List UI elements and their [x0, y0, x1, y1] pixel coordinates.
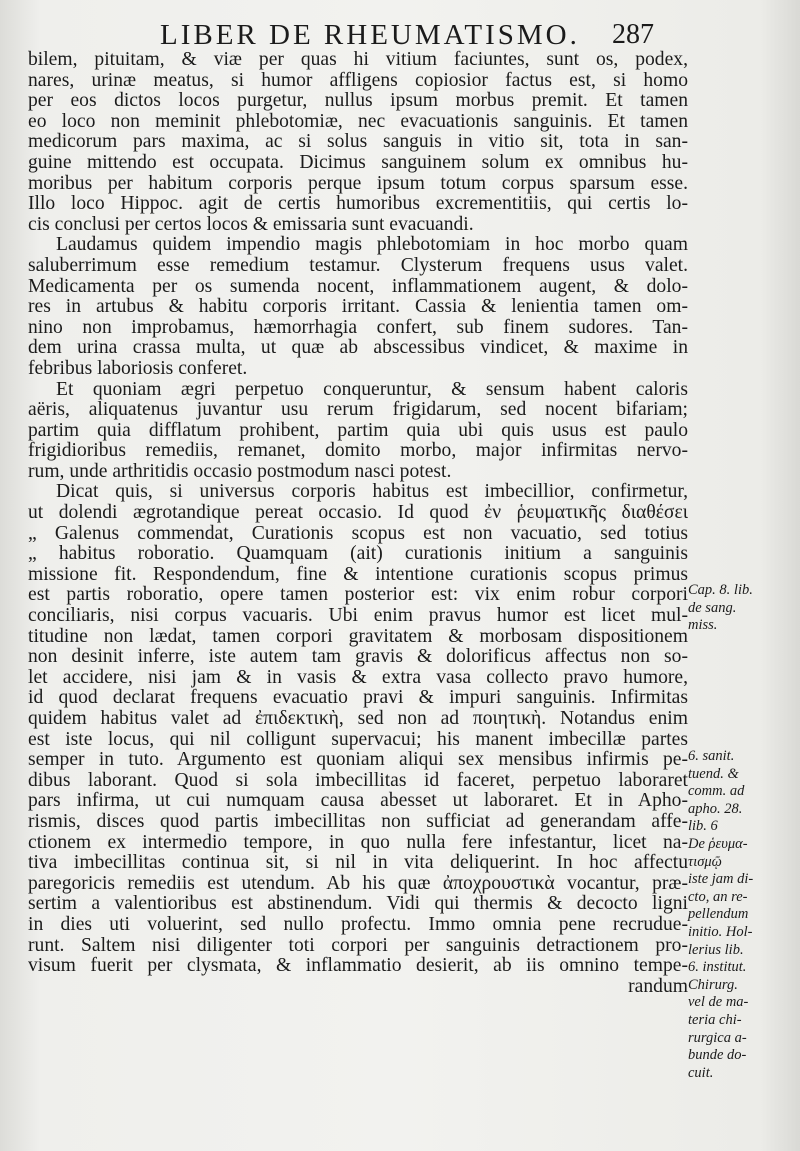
running-title: LIBER DE RHEUMATISMO.	[160, 19, 580, 51]
text-line: visum fuerit per clysmata, & inflammatio desierit, ab iis omnino tempe-	[28, 955, 688, 977]
margin-note-line: Cap. 8. lib.	[688, 582, 753, 598]
text-line: nino non improbamus, hæmorrhagia confert, sub finem sudores. Tan-	[28, 316, 688, 338]
text-line: let accidere, nisi jam & in vasis & extra vasa collecto pravo humore,	[28, 666, 688, 688]
text-line: rismis, disces quod partis imbecillitas non sufficiat ad generandam affe-	[28, 810, 688, 832]
paragraph-first-line: Laudamus quidem impendio magis phlebotomiam in hoc morbo quam	[56, 234, 688, 256]
text-line: „ Galenus commendat, Curationis scopus est non vacuatio, sed totius	[28, 522, 688, 544]
text-line: Illo loco Hippoc. agit de certis humoribus excrementitiis, qui certis lo-	[28, 193, 688, 215]
margin-note-line: miss.	[688, 617, 718, 634]
text-line: medicorum pars maxima, ac si solus sanguis in vitio sit, tota in san-	[28, 131, 688, 153]
text-line: missione fit. Respondendum, fine & intentione curationis scopus primus	[28, 563, 688, 585]
margin-note-line: Chirurg.	[688, 976, 738, 993]
text-line: titudine non lædat, tamen corpori gravitatem & morbosam dispositionem	[28, 625, 688, 647]
paragraph-first-line: Et quoniam ægri perpetuo conqueruntur, & sensum habent caloris	[56, 378, 688, 400]
margin-note-line: bunde do-	[688, 1047, 747, 1064]
text-line: semper in tuto. Argumento est quoniam aliqui sex mensibus infirmis pe-	[28, 749, 688, 771]
margin-note-line: lib. 6	[688, 818, 718, 835]
margin-note-line: teria chi-	[688, 1011, 742, 1028]
margin-note-line: de sang.	[688, 599, 737, 616]
text-line: febribus laboriosis conferet.	[28, 357, 248, 379]
text-line: bilem, pituitam, & viæ per quas hi vitium faciuntes, sunt os, podex,	[28, 49, 688, 70]
margin-note-line: 6. institut.	[688, 959, 747, 976]
text-line: eo loco non meminit phlebotomiæ, nec evacuationis sanguinis. Et tamen	[28, 110, 688, 132]
margin-note-line: iste jam di-	[688, 871, 754, 888]
text-line: aëris, aliquatenus juvantur usu rerum frigidarum, sed nocent bifariam;	[28, 399, 688, 421]
margin-note-line: 6. sanit.	[688, 748, 735, 764]
text-line: per eos dictos locos purgetur, nullus ipsum morbus premit. Et tamen	[28, 90, 688, 112]
margin-note-line: rurgica a-	[688, 1029, 747, 1046]
text-line: ctionem ex intermedio tempore, in quo nulla fere infestantur, licet na-	[28, 831, 688, 853]
text-line: dibus laborant. Quod si sola imbecillitas id faceret, perpetuo laboraret	[28, 769, 688, 791]
margin-note-line: comm. ad	[688, 783, 745, 800]
text-line: sertim a valentioribus est abstinendum. Vidi qui thermis & decocto ligni	[28, 893, 688, 915]
text-line: tiva imbecillitas continua sit, si nil in vita deliquerint. In hoc affectu	[28, 852, 688, 874]
text-line: runt. Saltem nisi diligenter toti corpori per sanguinis detractionem pro-	[28, 934, 688, 956]
text-line: id quod declarat frequens evacuatio pravi & impuri sanguinis. Infirmitas	[28, 687, 688, 709]
text-line: moribus per habitum corporis perque ipsum totum corpus sparsum esse.	[28, 172, 688, 194]
main-text-block	[28, 50, 688, 997]
text-line: nares, urinæ meatus, si humor affligens copiosior factus est, si homo	[28, 69, 688, 91]
margin-note	[688, 582, 800, 635]
text-line: est partis roboratio, opere tamen posterior est: vix enim robur corpori	[28, 584, 688, 606]
text-line: cis conclusi per certos locos & emissaria sunt evacuandi.	[28, 213, 474, 235]
text-line: „ habitus roboratio. Quamquam (ait) curationis initium a sanguinis	[28, 543, 688, 565]
margin-note-line: τισμῷ	[688, 853, 722, 870]
margin-note-line: apho. 28.	[688, 800, 743, 817]
margin-note-line: cuit.	[688, 1064, 714, 1081]
margin-note-line: initio. Hol-	[688, 923, 753, 940]
margin-note	[688, 748, 800, 1082]
text-line: conciliaris, nisi corpus vacuaris. Ubi enim pravus humor est licet mul-	[28, 605, 688, 627]
paragraph-first-line: Dicat quis, si universus corporis habitus est imbecillior, confirmetur,	[56, 481, 688, 503]
text-line: partim quia difflatum prohibent, partim quia ubi quis usus est paulo	[28, 419, 688, 441]
margin-note-line: pellendum	[688, 906, 749, 923]
text-line: ut dolendi ægrotandique pereat occasio. Id quod ἐν ῥευματικῆς διαθέσει	[28, 502, 688, 524]
text-line: in dies uti voluerint, sed nullo profectu. Immo omnia pene recrudue-	[28, 913, 688, 935]
text-line: pars infirma, ut cui numquam causa abesset ut laboraret. Et in Apho-	[28, 790, 688, 812]
text-line: dem urina crassa multa, ut quæ ab abscessibus vindicet, & maxime in	[28, 337, 688, 359]
margin-note-line: De ῥευμα-	[688, 835, 748, 852]
text-line: non desinit inferre, iste autem tam gravis & dolorificus affectus non so-	[28, 646, 688, 668]
text-line: rum, unde arthritidis occasio postmodum nasci potest.	[28, 460, 452, 482]
text-line: res in artubus & habitu corporis irritant. Cassia & lenientia tamen om-	[28, 296, 688, 318]
margin-note-line: vel de ma-	[688, 994, 749, 1011]
text-line: est iste locus, qui nil colligunt supervacui; his manent imbecillæ partes	[28, 728, 688, 750]
text-line: Medicamenta per os sumenda nocent, inflammationem augent, & dolo-	[28, 275, 688, 297]
text-line: quidem habitus valet ad ἐπιδεκτικὴ, sed non ad ποιητικὴ. Notandus enim	[28, 708, 688, 729]
text-line: guine mittendo est occupata. Dicimus sanguinem solum ex omnibus hu-	[28, 151, 688, 173]
text-line: frigidioribus remediis, remanet, domito morbo, major infirmitas nervo-	[28, 440, 688, 462]
catchword: randum	[628, 975, 688, 997]
page-header	[0, 18, 800, 52]
text-line: saluberrimum esse remedium testamur. Clysterum frequens usus valet.	[28, 254, 688, 276]
margin-note-line: tuend. &	[688, 765, 739, 782]
page-number: 287	[612, 19, 654, 50]
margin-note-line: cto, an re-	[688, 888, 748, 905]
text-line: paregoricis remediis est utendum. Ab his quæ ἀποχρουστικὰ vocantur, præ-	[28, 872, 688, 894]
margin-note-line: lerius lib.	[688, 941, 744, 958]
